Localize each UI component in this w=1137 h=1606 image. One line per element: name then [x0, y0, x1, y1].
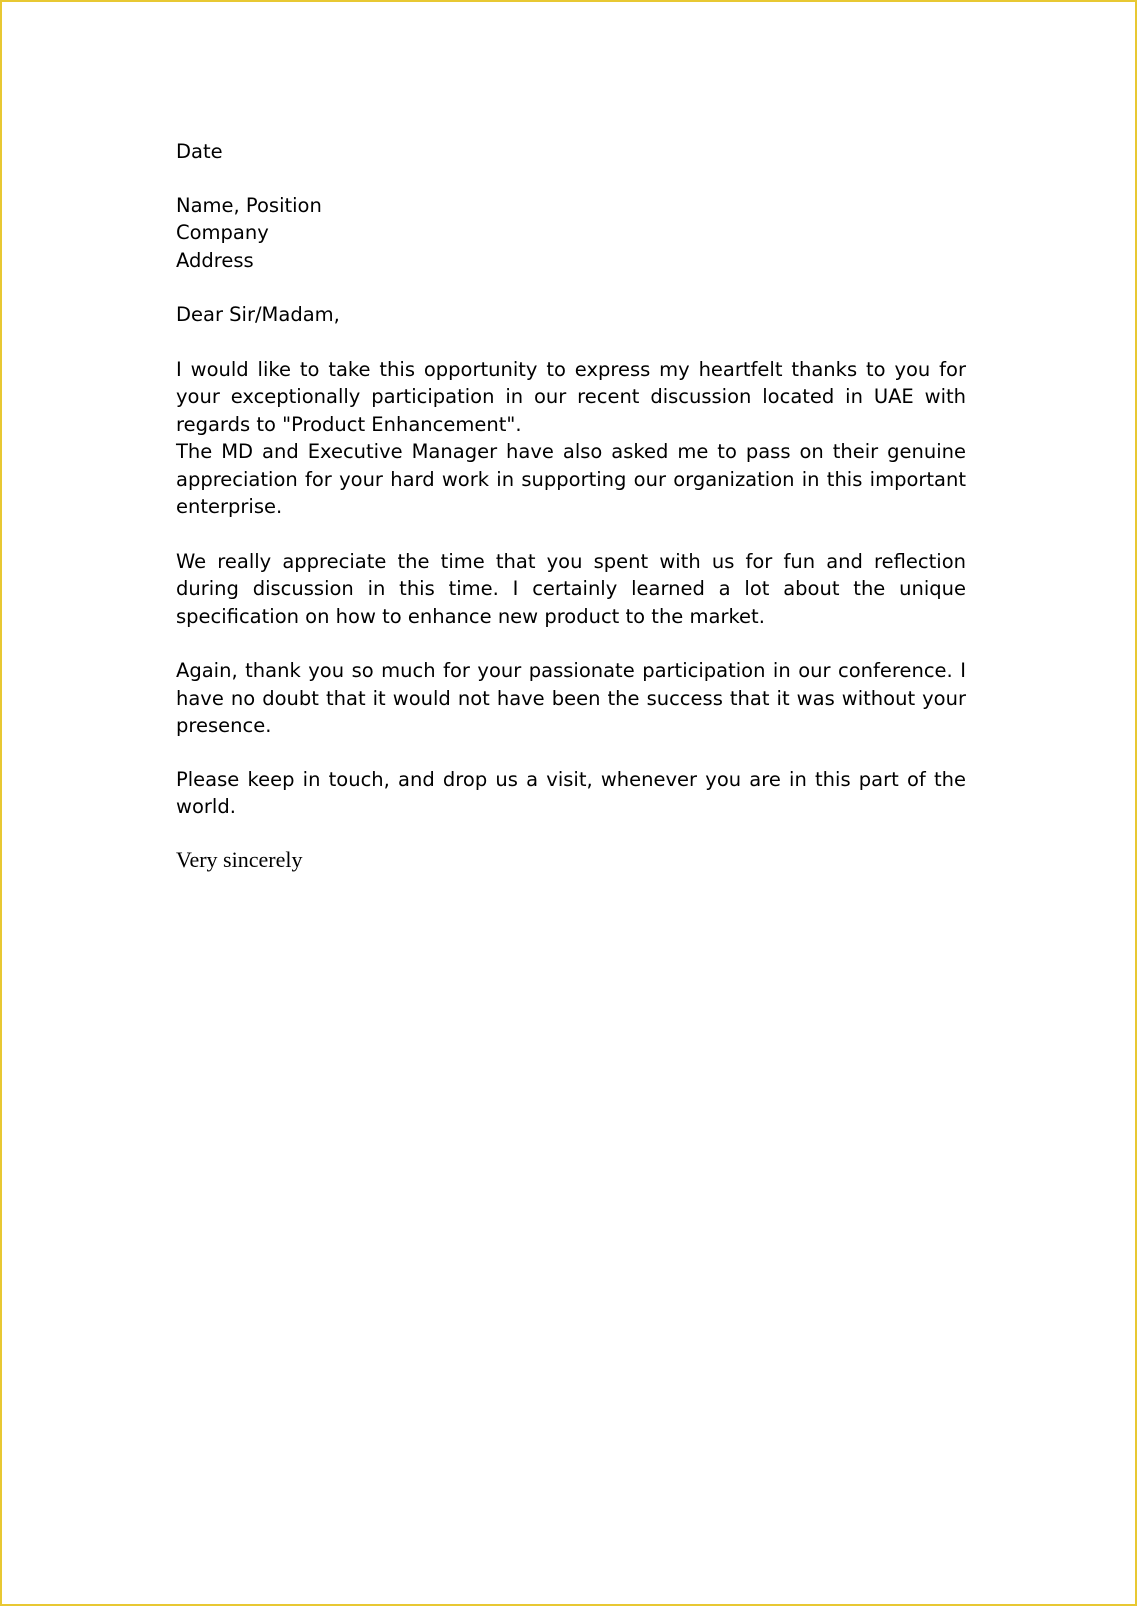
salutation: Dear Sir/Madam,	[176, 303, 340, 326]
letter-date: Date	[176, 140, 223, 163]
paragraph-time-spent: We really appreciate the time that you spent with us for fun and reflection during discussion in this time. I certainly learned a lot about the unique specification on how to enhance new product to the market.	[176, 549, 966, 628]
paragraph-appreciation: The MD and Executive Manager have also asked me to pass on their genuine appreciation for your hard work in supporting our organization in this important enterprise.	[176, 440, 966, 518]
closing: Very sincerely	[176, 846, 303, 872]
paragraph-thanks: I would like to take this opportunity to express my heartfelt thanks to you for your exceptionally participation in our recent discussion located in UAE with regards to "Product Enhancement".	[176, 357, 966, 436]
recipient-block	[176, 192, 966, 275]
recipient-company: Company	[176, 221, 269, 244]
paragraph-again-thanks: Again, thank you so much for your passionate participation in our conference. I have no doubt that it would not have been the success that it was without your presence.	[176, 659, 966, 737]
letter-body	[176, 138, 966, 875]
recipient-name-position: Name, Position	[176, 193, 322, 217]
paragraph-keep-in-touch: Please keep in touch, and drop us a visit, whenever you are in this part of the world.	[176, 767, 966, 818]
recipient-address: Address	[176, 248, 254, 272]
